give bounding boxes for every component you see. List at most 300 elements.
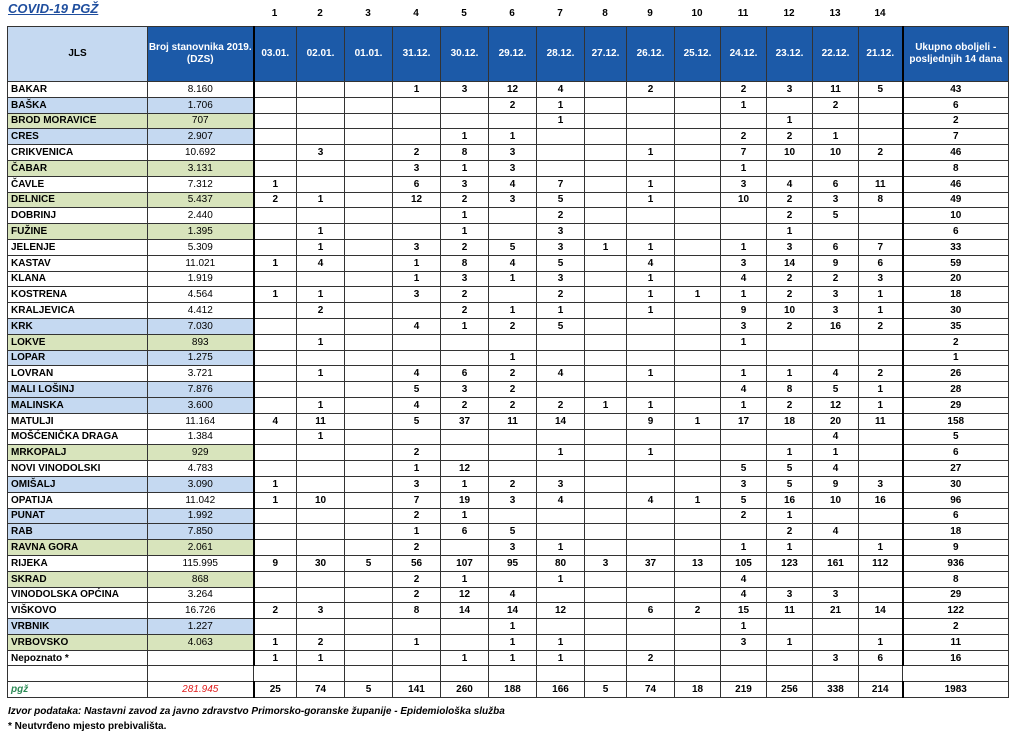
- daily-cases-cell: [585, 287, 627, 303]
- daily-cases-cell: 3: [393, 476, 441, 492]
- daily-cases-cell: 2: [767, 129, 813, 145]
- daily-cases-cell: [675, 255, 721, 271]
- daily-cases-cell: 2: [393, 540, 441, 556]
- municipality-name: JELENJE: [8, 239, 148, 255]
- daily-cases-cell: 2: [254, 603, 297, 619]
- daily-cases-cell: [345, 634, 393, 650]
- daily-cases-cell: [813, 113, 859, 129]
- daily-cases-cell: 1: [627, 287, 675, 303]
- daily-cases-cell: 1: [254, 492, 297, 508]
- total-cases-cell: 26: [903, 366, 1009, 382]
- daily-cases-cell: 3: [721, 176, 767, 192]
- daily-cases-cell: 3: [813, 192, 859, 208]
- spacer-cell: [767, 666, 813, 682]
- daily-cases-cell: [537, 587, 585, 603]
- daily-cases-cell: 3: [393, 239, 441, 255]
- daily-cases-cell: [767, 350, 813, 366]
- daily-cases-cell: [859, 508, 903, 524]
- daily-cases-cell: [675, 650, 721, 666]
- daily-cases-cell: [345, 287, 393, 303]
- daily-cases-cell: 6: [441, 524, 489, 540]
- daily-cases-cell: [627, 113, 675, 129]
- daily-cases-cell: [254, 571, 297, 587]
- daily-cases-cell: [627, 208, 675, 224]
- daily-cases-cell: 9: [813, 476, 859, 492]
- table-row: [8, 429, 1009, 445]
- daily-cases-cell: 7: [721, 145, 767, 161]
- daily-cases-cell: 56: [393, 555, 441, 571]
- daily-cases-cell: 2: [767, 318, 813, 334]
- population-cell: 7.876: [148, 382, 254, 398]
- daily-cases-cell: [813, 224, 859, 240]
- spacer-cell: [254, 666, 297, 682]
- daily-cases-cell: 6: [813, 239, 859, 255]
- daily-cases-cell: [537, 334, 585, 350]
- municipality-name: RIJEKA: [8, 555, 148, 571]
- municipality-name: BAŠKA: [8, 97, 148, 113]
- daily-cases-cell: [345, 461, 393, 477]
- daily-cases-cell: 1: [297, 429, 345, 445]
- daily-cases-cell: 12: [441, 587, 489, 603]
- daily-cases-cell: [627, 224, 675, 240]
- daily-cases-cell: [345, 239, 393, 255]
- daily-cases-cell: [345, 540, 393, 556]
- spacer-cell: [8, 666, 148, 682]
- daily-cases-cell: 112: [859, 555, 903, 571]
- daily-cases-cell: [721, 224, 767, 240]
- daily-cases-cell: 5: [393, 382, 441, 398]
- daily-cases-cell: [675, 318, 721, 334]
- date-header: 31.12.: [393, 27, 441, 82]
- population-cell: 1.919: [148, 271, 254, 287]
- daily-cases-cell: 1: [441, 129, 489, 145]
- daily-cases-cell: 5: [489, 239, 537, 255]
- table-header-row: [8, 27, 1009, 82]
- daily-cases-cell: [537, 508, 585, 524]
- daily-cases-cell: [345, 160, 393, 176]
- spacer-cell: [489, 666, 537, 682]
- daily-cases-cell: 2: [393, 508, 441, 524]
- daily-cases-cell: 1: [489, 650, 537, 666]
- daily-cases-cell: [345, 224, 393, 240]
- municipality-name: LOKVE: [8, 334, 148, 350]
- date-header: 23.12.: [767, 27, 813, 82]
- daily-cases-cell: [345, 571, 393, 587]
- daily-cases-cell: [627, 429, 675, 445]
- municipality-name: RAVNA GORA: [8, 540, 148, 556]
- daily-cases-cell: 3: [721, 476, 767, 492]
- total-cases-cell: 43: [903, 82, 1009, 98]
- date-header: 26.12.: [627, 27, 675, 82]
- population-cell: 2.440: [148, 208, 254, 224]
- daily-cases-cell: [585, 208, 627, 224]
- daily-cases-cell: 1: [627, 239, 675, 255]
- daily-cases-cell: [537, 160, 585, 176]
- daily-cases-cell: 8: [859, 192, 903, 208]
- daily-cases-cell: [345, 350, 393, 366]
- day-number: 3: [365, 8, 371, 19]
- total-cases-cell: 5: [903, 429, 1009, 445]
- day-number: 5: [461, 8, 467, 19]
- table-row: [8, 555, 1009, 571]
- daily-cases-cell: 2: [675, 603, 721, 619]
- daily-cases-cell: 3: [813, 287, 859, 303]
- daily-cases-cell: [813, 508, 859, 524]
- daily-cases-cell: [297, 350, 345, 366]
- daily-cases-cell: [345, 603, 393, 619]
- daily-cases-cell: [585, 350, 627, 366]
- daily-cases-cell: [675, 540, 721, 556]
- daily-cases-cell: [859, 97, 903, 113]
- daily-cases-cell: [441, 619, 489, 635]
- pgz-logo: pgž: [8, 682, 148, 698]
- daily-cases-cell: [297, 176, 345, 192]
- daily-cases-cell: 16: [813, 318, 859, 334]
- daily-cases-cell: [627, 129, 675, 145]
- daily-cases-cell: [345, 82, 393, 98]
- daily-cases-cell: 1: [585, 239, 627, 255]
- daily-cases-cell: [627, 382, 675, 398]
- population-cell: 1.395: [148, 224, 254, 240]
- spacer-cell: [813, 666, 859, 682]
- daily-cases-cell: 1: [721, 287, 767, 303]
- total-cases-cell: 46: [903, 145, 1009, 161]
- daily-cases-cell: 2: [721, 129, 767, 145]
- daily-cases-cell: [675, 461, 721, 477]
- daily-cases-cell: [297, 318, 345, 334]
- daily-cases-cell: 1: [489, 303, 537, 319]
- daily-cases-cell: [254, 366, 297, 382]
- daily-cases-cell: 2: [254, 192, 297, 208]
- daily-cases-cell: [675, 176, 721, 192]
- daily-cases-cell: 2: [859, 318, 903, 334]
- daily-cases-cell: 4: [721, 587, 767, 603]
- daily-cases-cell: 95: [489, 555, 537, 571]
- daily-cases-cell: 4: [393, 366, 441, 382]
- daily-cases-cell: 12: [441, 461, 489, 477]
- daily-cases-cell: [345, 445, 393, 461]
- table-row: [8, 540, 1009, 556]
- total-cases-cell: 9: [903, 540, 1009, 556]
- daily-total-cell: 25: [254, 682, 297, 698]
- day-number: 8: [602, 8, 608, 19]
- table-row: [8, 287, 1009, 303]
- municipality-name: BROD MORAVICE: [8, 113, 148, 129]
- daily-cases-cell: [585, 382, 627, 398]
- daily-cases-cell: [345, 619, 393, 635]
- daily-cases-cell: [441, 634, 489, 650]
- daily-cases-cell: [489, 461, 537, 477]
- daily-total-cell: 74: [627, 682, 675, 698]
- daily-cases-cell: [627, 318, 675, 334]
- daily-cases-cell: 3: [813, 650, 859, 666]
- daily-cases-cell: [489, 113, 537, 129]
- daily-cases-cell: [585, 540, 627, 556]
- population-cell: 1.227: [148, 619, 254, 635]
- daily-cases-cell: 4: [813, 429, 859, 445]
- daily-cases-cell: [393, 303, 441, 319]
- population-cell: 5.309: [148, 239, 254, 255]
- column-number-row: [0, 8, 1024, 22]
- daily-cases-cell: 1: [297, 334, 345, 350]
- daily-cases-cell: 2: [441, 303, 489, 319]
- population-cell: 2.061: [148, 540, 254, 556]
- daily-cases-cell: [254, 129, 297, 145]
- table-row: [8, 82, 1009, 98]
- daily-cases-cell: [345, 97, 393, 113]
- daily-cases-cell: [254, 318, 297, 334]
- daily-cases-cell: 5: [813, 208, 859, 224]
- total-cases-cell: 1: [903, 350, 1009, 366]
- table-row: [8, 445, 1009, 461]
- municipality-name: KLANA: [8, 271, 148, 287]
- jls-header: JLS: [8, 27, 148, 82]
- municipality-name: OMIŠALJ: [8, 476, 148, 492]
- daily-cases-cell: 1: [767, 224, 813, 240]
- daily-cases-cell: [721, 113, 767, 129]
- daily-cases-cell: 2: [297, 634, 345, 650]
- daily-cases-cell: [813, 619, 859, 635]
- spacer-cell: [537, 666, 585, 682]
- daily-cases-cell: 1: [297, 366, 345, 382]
- daily-cases-cell: [297, 445, 345, 461]
- daily-cases-cell: 3: [721, 255, 767, 271]
- table-row: [8, 334, 1009, 350]
- table-row: [8, 192, 1009, 208]
- daily-cases-cell: [345, 145, 393, 161]
- population-cell: 115.995: [148, 555, 254, 571]
- daily-cases-cell: [859, 429, 903, 445]
- municipality-name: MALINSKA: [8, 397, 148, 413]
- daily-cases-cell: 5: [393, 413, 441, 429]
- total-header: Ukupno oboljeli - posljednjih 14 dana: [903, 27, 1009, 82]
- covid-cases-table: [7, 26, 1009, 698]
- daily-cases-cell: 4: [813, 524, 859, 540]
- daily-cases-cell: 1: [254, 634, 297, 650]
- daily-cases-cell: 5: [721, 461, 767, 477]
- daily-cases-cell: [254, 334, 297, 350]
- table-row: [8, 508, 1009, 524]
- daily-cases-cell: [537, 429, 585, 445]
- table-row: [8, 224, 1009, 240]
- daily-cases-cell: 2: [441, 287, 489, 303]
- daily-cases-cell: [585, 603, 627, 619]
- table-row: [8, 634, 1009, 650]
- daily-cases-cell: [254, 445, 297, 461]
- daily-cases-cell: 5: [767, 461, 813, 477]
- daily-cases-cell: 5: [537, 255, 585, 271]
- daily-cases-cell: [585, 634, 627, 650]
- daily-total-cell: 5: [585, 682, 627, 698]
- daily-cases-cell: 3: [441, 271, 489, 287]
- daily-cases-cell: 6: [627, 603, 675, 619]
- daily-cases-cell: 4: [767, 176, 813, 192]
- daily-cases-cell: 1: [254, 255, 297, 271]
- daily-cases-cell: [297, 271, 345, 287]
- daily-cases-cell: [254, 350, 297, 366]
- daily-total-cell: 214: [859, 682, 903, 698]
- daily-cases-cell: [254, 224, 297, 240]
- daily-cases-cell: 2: [813, 97, 859, 113]
- daily-cases-cell: 4: [489, 587, 537, 603]
- daily-cases-cell: [254, 429, 297, 445]
- daily-cases-cell: 3: [441, 82, 489, 98]
- daily-cases-cell: 1: [721, 619, 767, 635]
- daily-cases-cell: [627, 540, 675, 556]
- date-header: 24.12.: [721, 27, 767, 82]
- daily-cases-cell: [345, 271, 393, 287]
- daily-cases-cell: 4: [721, 271, 767, 287]
- daily-cases-cell: [675, 239, 721, 255]
- table-row: [8, 461, 1009, 477]
- daily-cases-cell: 4: [721, 571, 767, 587]
- daily-cases-cell: [345, 429, 393, 445]
- daily-cases-cell: [297, 619, 345, 635]
- municipality-name: MOŠĆENIČKA DRAGA: [8, 429, 148, 445]
- daily-total-cell: 166: [537, 682, 585, 698]
- daily-cases-cell: 8: [441, 145, 489, 161]
- daily-cases-cell: 1: [585, 397, 627, 413]
- municipality-name: BAKAR: [8, 82, 148, 98]
- population-cell: 893: [148, 334, 254, 350]
- daily-cases-cell: 6: [813, 176, 859, 192]
- daily-cases-cell: [297, 587, 345, 603]
- daily-cases-cell: [254, 524, 297, 540]
- daily-cases-cell: [585, 303, 627, 319]
- day-number: 2: [317, 8, 323, 19]
- daily-cases-cell: [254, 619, 297, 635]
- daily-cases-cell: 1: [627, 366, 675, 382]
- daily-cases-cell: 1: [441, 318, 489, 334]
- daily-cases-cell: 1: [393, 255, 441, 271]
- table-row: [8, 397, 1009, 413]
- daily-cases-cell: [345, 366, 393, 382]
- daily-cases-cell: 2: [859, 366, 903, 382]
- daily-cases-cell: 9: [813, 255, 859, 271]
- daily-cases-cell: 1: [441, 650, 489, 666]
- daily-cases-cell: [254, 540, 297, 556]
- daily-cases-cell: [675, 397, 721, 413]
- daily-cases-cell: 3: [393, 287, 441, 303]
- daily-cases-cell: [345, 476, 393, 492]
- table-row: [8, 619, 1009, 635]
- daily-cases-cell: 3: [489, 540, 537, 556]
- daily-cases-cell: 1: [254, 287, 297, 303]
- daily-cases-cell: [721, 650, 767, 666]
- daily-cases-cell: 2: [721, 82, 767, 98]
- daily-cases-cell: 1: [767, 113, 813, 129]
- population-cell: 11.021: [148, 255, 254, 271]
- daily-cases-cell: 1: [489, 350, 537, 366]
- daily-cases-cell: [585, 145, 627, 161]
- daily-cases-cell: 2: [441, 192, 489, 208]
- table-row: [8, 318, 1009, 334]
- daily-cases-cell: [585, 413, 627, 429]
- daily-cases-cell: [345, 113, 393, 129]
- daily-cases-cell: 2: [441, 239, 489, 255]
- daily-cases-cell: 12: [813, 397, 859, 413]
- total-cases-cell: 7: [903, 129, 1009, 145]
- daily-cases-cell: [489, 334, 537, 350]
- municipality-name: DOBRINJ: [8, 208, 148, 224]
- population-cell: 1.706: [148, 97, 254, 113]
- daily-cases-cell: 1: [627, 176, 675, 192]
- municipality-name: FUŽINE: [8, 224, 148, 240]
- population-cell: 1.275: [148, 350, 254, 366]
- daily-cases-cell: 2: [813, 271, 859, 287]
- spacer-cell: [441, 666, 489, 682]
- daily-cases-cell: 5: [489, 524, 537, 540]
- daily-cases-cell: 1: [675, 287, 721, 303]
- daily-cases-cell: [675, 145, 721, 161]
- municipality-name: PUNAT: [8, 508, 148, 524]
- daily-cases-cell: 1: [441, 208, 489, 224]
- daily-cases-cell: 1: [254, 476, 297, 492]
- daily-cases-cell: [441, 334, 489, 350]
- daily-cases-cell: [627, 350, 675, 366]
- daily-cases-cell: 1: [859, 540, 903, 556]
- daily-cases-cell: [297, 82, 345, 98]
- daily-cases-cell: [345, 192, 393, 208]
- daily-cases-cell: [585, 587, 627, 603]
- daily-cases-cell: [859, 587, 903, 603]
- municipality-name: KASTAV: [8, 255, 148, 271]
- day-number: 4: [413, 8, 419, 19]
- daily-cases-cell: 2: [489, 382, 537, 398]
- daily-total-cell: 188: [489, 682, 537, 698]
- daily-cases-cell: [859, 571, 903, 587]
- daily-cases-cell: [767, 334, 813, 350]
- population-cell: 929: [148, 445, 254, 461]
- population-cell: 7.312: [148, 176, 254, 192]
- daily-cases-cell: 1: [767, 366, 813, 382]
- summary-row: [8, 682, 1009, 698]
- daily-cases-cell: [393, 208, 441, 224]
- daily-cases-cell: 1: [489, 271, 537, 287]
- daily-cases-cell: [675, 634, 721, 650]
- total-cases-cell: 936: [903, 555, 1009, 571]
- municipality-name: Nepoznato *: [8, 650, 148, 666]
- population-cell: 1.384: [148, 429, 254, 445]
- municipality-name: VIŠKOVO: [8, 603, 148, 619]
- daily-cases-cell: [627, 524, 675, 540]
- daily-cases-cell: 3: [721, 318, 767, 334]
- population-cell: 4.783: [148, 461, 254, 477]
- municipality-name: LOPAR: [8, 350, 148, 366]
- daily-cases-cell: [393, 334, 441, 350]
- daily-cases-cell: 2: [767, 287, 813, 303]
- daily-cases-cell: [627, 619, 675, 635]
- total-cases-cell: 10: [903, 208, 1009, 224]
- daily-cases-cell: [585, 271, 627, 287]
- municipality-name: OPATIJA: [8, 492, 148, 508]
- day-number: 14: [874, 8, 886, 19]
- daily-cases-cell: 3: [489, 192, 537, 208]
- daily-cases-cell: [813, 634, 859, 650]
- daily-cases-cell: 16: [859, 492, 903, 508]
- daily-cases-cell: [297, 129, 345, 145]
- daily-cases-cell: 3: [489, 492, 537, 508]
- daily-cases-cell: 2: [767, 192, 813, 208]
- daily-cases-cell: [254, 587, 297, 603]
- daily-cases-cell: 1: [489, 619, 537, 635]
- table-row: [8, 382, 1009, 398]
- daily-cases-cell: 20: [813, 413, 859, 429]
- daily-cases-cell: 5: [345, 555, 393, 571]
- daily-cases-cell: [859, 129, 903, 145]
- table-row: [8, 524, 1009, 540]
- population-cell: 3.090: [148, 476, 254, 492]
